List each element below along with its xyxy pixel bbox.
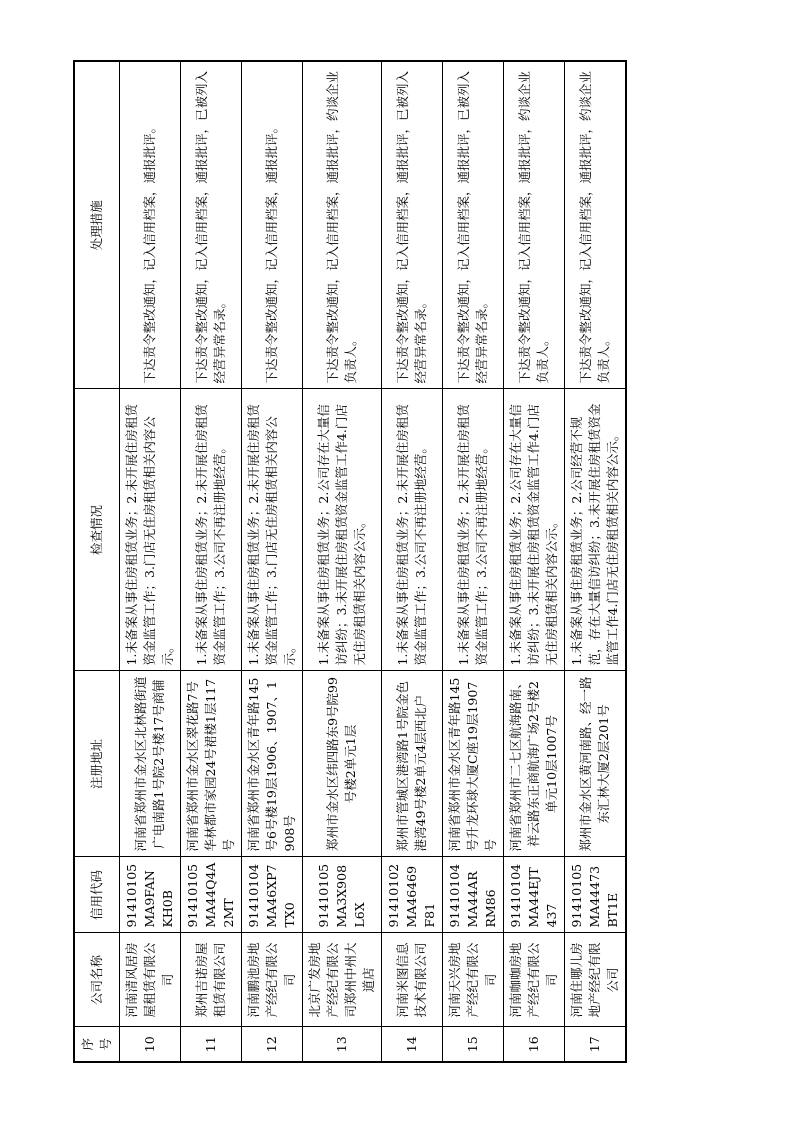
row-company-name: 河南清风居房屋租赁有限公司 [120,933,181,1027]
row-index: 17 [565,1027,627,1062]
row-credit-code: 91410102MA46469F81 [382,857,443,933]
row-company-name: 河南鹏池房地产经纪有限公司 [242,933,303,1027]
row-index: 12 [242,1027,303,1062]
row-credit-code: 91410104MA44EJT437 [504,857,565,933]
row-inspection: 1.未备案从事住房租赁业务；2.公司经营不规范，存在大量信访纠纷；3.未开展住房租赁资金监管工作4.门店无住房租赁相关内容公示。 [565,389,627,671]
row-inspection: 1.未备案从事住房租赁业务；2.未开展住房租赁资金监管工作；3.公司不再注册地经营。 [443,389,504,671]
row-address: 河南省郑州市金水区青年路145号6号楼19层1906、1907、1908号 [242,671,303,857]
row-measures: 下达责令整改通知，记入信用档案，通报批评，已被列入经营异常名录。 [181,61,242,389]
row-index: 16 [504,1027,565,1062]
table-header-row [74,61,120,1062]
row-inspection: 1.未备案从事住房租赁业务；2.未开展住房租赁资金监管工作；3.公司不再注册地经营。 [181,389,242,671]
row-index: 14 [382,1027,443,1062]
row-credit-code: 91410105MA44Q4A2MT [181,857,242,933]
row-company-name: 河南天兴房地产经纪有限公司 [443,933,504,1027]
row-company-name: 河南咖咖房地产经纪有限公司 [504,933,565,1027]
row-inspection: 1.未备案从事住房租赁业务；2.未开展住房租赁资金监管工作；3.门店无住房租赁相关内容公示。 [242,389,303,671]
table-row [565,61,627,1062]
header-inspection: 检查情况 [74,389,120,671]
row-measures: 下达责令整改通知，记入信用档案，通报批评，约谈企业负责人。 [565,61,627,389]
header-address: 注册地址 [74,671,120,857]
row-credit-code: 91410105MA9FANKH0B [120,857,181,933]
row-index: 13 [303,1027,382,1062]
row-address: 郑州市金水区纬四路东9号院99号楼2单元1层 [303,671,382,857]
row-measures: 下达责令整改通知，记入信用档案，通报批评，已被列入经营异常名录。 [443,61,504,389]
row-address: 郑州市金水区黄河南路、经一路东汇林大厦2层201号 [565,671,627,857]
table-row [382,61,443,1062]
row-measures: 下达责令整改通知，记入信用档案，通报批评，约谈企业负责人。 [303,61,382,389]
row-measures: 下达责令整改通知，记入信用档案，通报批评，已被列入经营异常名录。 [382,61,443,389]
header-company-name: 公司名称 [74,933,120,1027]
row-measures: 下达责令整改通知，记入信用档案，通报批评。 [120,61,181,389]
row-measures: 下达责令整改通知，记入信用档案，通报批评。 [242,61,303,389]
header-index: 序号 [74,1027,120,1062]
row-inspection: 1.未备案从事住房租赁业务；2.未开展住房租赁资金监管工作；3.门店无住房租赁相关内容公示。 [120,389,181,671]
row-measures: 下达责令整改通知，记入信用档案，通报批评，约谈企业负责人。 [504,61,565,389]
inspection-table [73,60,627,1063]
row-index: 15 [443,1027,504,1062]
header-measures: 处理措施 [74,61,120,389]
row-inspection: 1.未备案从事住房租赁业务；2.公司存在大量信访纠纷；3.未开展住房租赁资金监管工作4.门店无住房租赁相关内容公示。 [303,389,382,671]
rotated-table-wrapper [73,60,620,1063]
row-inspection: 1.未备案从事住房租赁业务；2.未开展住房租赁资金监管工作；3.公司不再注册地经营。 [382,389,443,671]
row-address: 河南省郑州市金水区北林路街道广电南路1号院2号楼17号商铺 [120,671,181,857]
row-credit-code: 91410104MA44ARRM86 [443,857,504,933]
row-company-name: 河南住哪儿房地产经纪有限公司 [565,933,627,1027]
row-index: 10 [120,1027,181,1062]
table-row [303,61,382,1062]
row-company-name: 郑州吉诺房屋租赁有限公司 [181,933,242,1027]
row-address: 河南省郑州市二七区航海路南、祥云路东正商航海广场2号楼2单元10层1007号 [504,671,565,857]
row-credit-code: 91410105MA3X908L6X [303,857,382,933]
row-credit-code: 91410105MA44473BT1E [565,857,627,933]
table-row [443,61,504,1062]
row-company-name: 北京广发房地产经纪有限公司郑州中州大道店 [303,933,382,1027]
row-credit-code: 91410104MA46XP7TX0 [242,857,303,933]
header-credit-code: 信用代码 [74,857,120,933]
table-row [504,61,565,1062]
table-row [120,61,181,1062]
row-address: 郑州市管城区港湾路1号院金色港湾49号楼2单元4层西北户 [382,671,443,857]
row-address: 河南省郑州市金水区翠花路7号华林都市家园24号裙楼1层117号 [181,671,242,857]
table-row [181,61,242,1062]
row-inspection: 1.未备案从事住房租赁业务；2.公司存在大量信访纠纷；3.未开展住房租赁资金监管工作4.门店无住房租赁相关内容公示。 [504,389,565,671]
row-company-name: 河南米图信息技术有限公司 [382,933,443,1027]
row-index: 11 [181,1027,242,1062]
row-address: 河南省郑州市金水区青年路145号升龙环球大厦C座19层1907号 [443,671,504,857]
table-row [242,61,303,1062]
